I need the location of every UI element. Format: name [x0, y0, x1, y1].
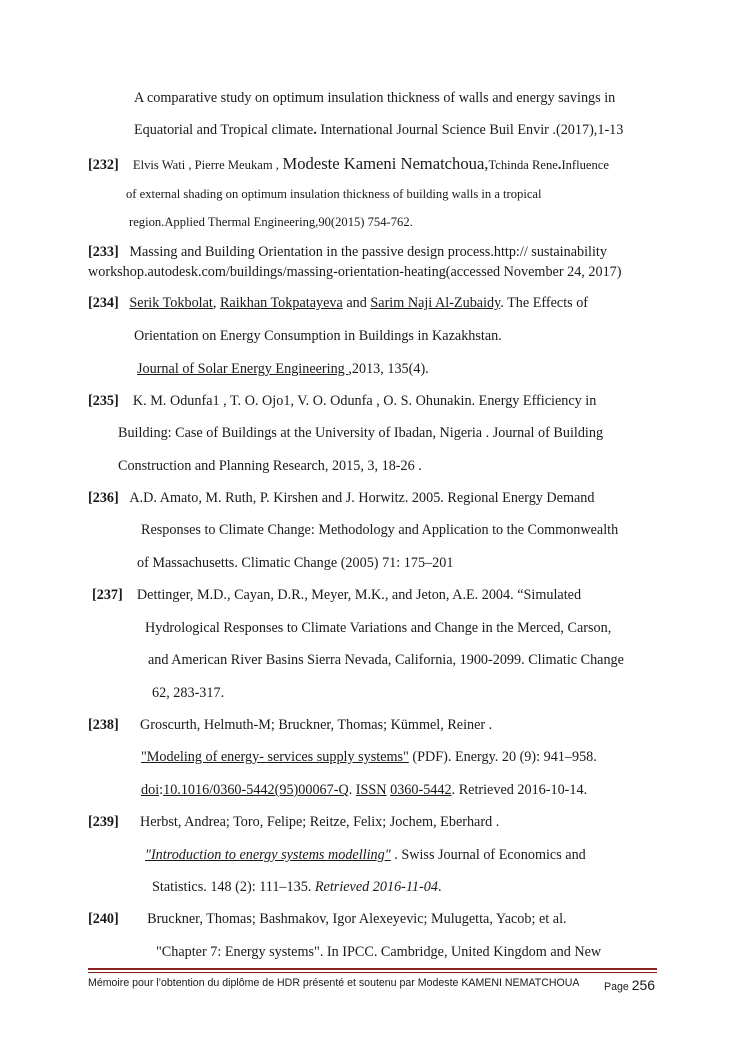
ref-239-line-2 [145, 846, 586, 864]
page-footer [88, 977, 663, 993]
ref-238-line-1 [88, 716, 492, 734]
ref-233-line-2: workshop.autodesk.com/buildings/massing-orientation-heating(accessed November 24, 2017) [88, 264, 622, 280]
doi-sep: . [348, 782, 356, 798]
page-number-value: 256 [631, 977, 656, 993]
footer-text: Mémoire pour l’obtention du diplôme de HDR présenté et soutenu par Modeste KAMENI NEMATCHOUA [88, 977, 580, 989]
ref-236-line-2: Responses to Climate Change: Methodology and Application to the Commonwealth [141, 522, 619, 538]
ref-237-line-1 [92, 586, 581, 604]
ref-236-line-1 [88, 489, 595, 507]
ref-234-line-1 [88, 294, 588, 312]
ref-240-line-1 [88, 910, 567, 928]
ref-235-line-2: Building: Case of Buildings at the University of Ibadan, Nigeria . Journal of Building [118, 425, 604, 441]
ref-238-retrieved: . Retrieved 2016-10-14. [451, 782, 588, 798]
ref-232-bold-dot: . [557, 157, 562, 173]
ref-235-text: K. M. Odunfa1 , T. O. Ojo1, V. O. Odunfa , O. S. Ohunakin. Energy Efficiency in [132, 393, 597, 409]
title-link-modeling-energy-services[interactable]: "Modeling of energy- services supply systems" [141, 749, 409, 765]
ref-239-volume: Statistics. 148 (2): 111–135. [152, 879, 315, 895]
ref-233-line-1 [88, 243, 607, 261]
doi-colon: : [159, 782, 164, 798]
ref-231-journal: International Journal Science Buil Envir .(2017),1-13 [316, 122, 624, 138]
ref-number-238: [238] [88, 717, 119, 733]
ref-239-retrieved: Retrieved 2016-11-04 [314, 879, 438, 895]
ref-234-line-2: Orientation on Energy Consumption in Buildings in Kazakhstan. [134, 328, 502, 344]
ref-number-239: [239] [88, 814, 119, 830]
ref-239-authors: Herbst, Andrea; Toro, Felipe; Reitze, Felix; Jochem, Eberhard . [140, 814, 500, 830]
author-link-raikhan-tokpatayeva[interactable]: Raikhan Tokpatayeva [219, 295, 343, 311]
ref-239-end-dot: . [437, 879, 442, 895]
ref-236-line-3: of Massachusetts. Climatic Change (2005) 71: 175–201 [137, 555, 454, 571]
ref-238-line-2 [141, 748, 597, 766]
ref-number-232: [232] [88, 157, 119, 173]
ref-number-236: [236] [88, 490, 119, 506]
ref-number-233: [233] [88, 244, 119, 260]
ref-232-line-1 [88, 155, 609, 174]
ref-240-authors: Bruckner, Thomas; Bashmakov, Igor Alexeyevic; Mulugetta, Yacob; et al. [147, 911, 567, 927]
page-number [604, 977, 655, 993]
author-link-sarim-naji-al-zubaidy[interactable]: Sarim Naji Al-Zubaidy [370, 295, 501, 311]
ref-238-journal: (PDF). Energy. 20 (9): 941–958. [408, 749, 597, 765]
ref-231-bold-dot: . [313, 122, 317, 138]
journal-link-solar-energy-engineering[interactable]: Journal of Solar Energy Engineering [137, 361, 349, 377]
ref-235-line-1 [88, 392, 596, 410]
ref-232-line-2: of external shading on optimum insulation thickness of building walls in a tropical [126, 187, 542, 201]
issn-label-link[interactable]: ISSN [355, 782, 387, 798]
ref-234-sep-2: and [342, 295, 371, 311]
doi-label-link[interactable]: doi [141, 782, 160, 798]
page-label: Page [604, 981, 629, 993]
ref-237-line-3: and American River Basins Sierra Nevada, California, 1900-2099. Climatic Change [148, 652, 624, 668]
ref-231-line-2 [134, 121, 623, 139]
author-link-serik-tokbolat[interactable]: Serik Tokbolat [129, 295, 213, 311]
issn-value-link[interactable]: 0360-5442 [390, 782, 452, 798]
footer-rule-thick [88, 968, 657, 970]
ref-232-title-start: Influence [561, 158, 609, 172]
ref-237-line-4: 62, 283-317. [152, 685, 225, 701]
ref-238-line-3 [141, 781, 587, 799]
ref-234-volume: ,2013, 135(4). [348, 361, 429, 377]
ref-237-text: Dettinger, M.D., Cayan, D.R., Meyer, M.K., and Jeton, A.E. 2004. “Simulated [136, 587, 582, 603]
ref-number-235: [235] [88, 393, 119, 409]
ref-231-line-1: A comparative study on optimum insulation thickness of walls and energy savings in [134, 90, 616, 106]
ref-232-authors-c: Tchinda Rene [488, 158, 558, 172]
ref-234-title-start: . The Effects of [500, 295, 589, 311]
title-link-energy-systems-modelling[interactable]: "Introduction to energy systems modelling" [145, 847, 391, 863]
ref-239-line-3 [152, 878, 441, 896]
ref-number-240: [240] [88, 911, 119, 927]
ref-232-line-3: region.Applied Thermal Engineering,90(2015) 754-762. [129, 215, 413, 229]
ref-239-journal: . Swiss Journal of Economics and [390, 847, 586, 863]
ref-231-title-tail: Equatorial and Tropical climate [134, 122, 314, 138]
ref-number-237: [237] [92, 587, 123, 603]
ref-240-line-2: "Chapter 7: Energy systems". In IPCC. Cambridge, United Kingdom and New [156, 944, 602, 960]
ref-232-authors-b: Modeste Kameni Nematchoua, [282, 154, 489, 173]
ref-number-234: [234] [88, 295, 119, 311]
ref-238-authors: Groscurth, Helmuth-M; Bruckner, Thomas; Kümmel, Reiner . [140, 717, 493, 733]
ref-234-sep-1: , [212, 295, 220, 311]
footer-rule-thin [88, 972, 657, 973]
ref-233-text: Massing and Building Orientation in the passive design process.http:// sustainability [129, 244, 607, 260]
doi-value-link[interactable]: 10.1016/0360-5442(95)00067-Q [163, 782, 349, 798]
ref-235-line-3: Construction and Planning Research, 2015, 3, 18-26 . [118, 458, 422, 474]
ref-236-text: A.D. Amato, M. Ruth, P. Kirshen and J. Horwitz. 2005. Regional Energy Demand [129, 490, 595, 506]
ref-239-line-1 [88, 813, 499, 831]
ref-234-line-3 [137, 360, 429, 378]
ref-237-line-2: Hydrological Responses to Climate Variations and Change in the Merced, Carson, [145, 620, 612, 636]
ref-232-authors-a: Elvis Wati , Pierre Meukam , [132, 158, 279, 172]
